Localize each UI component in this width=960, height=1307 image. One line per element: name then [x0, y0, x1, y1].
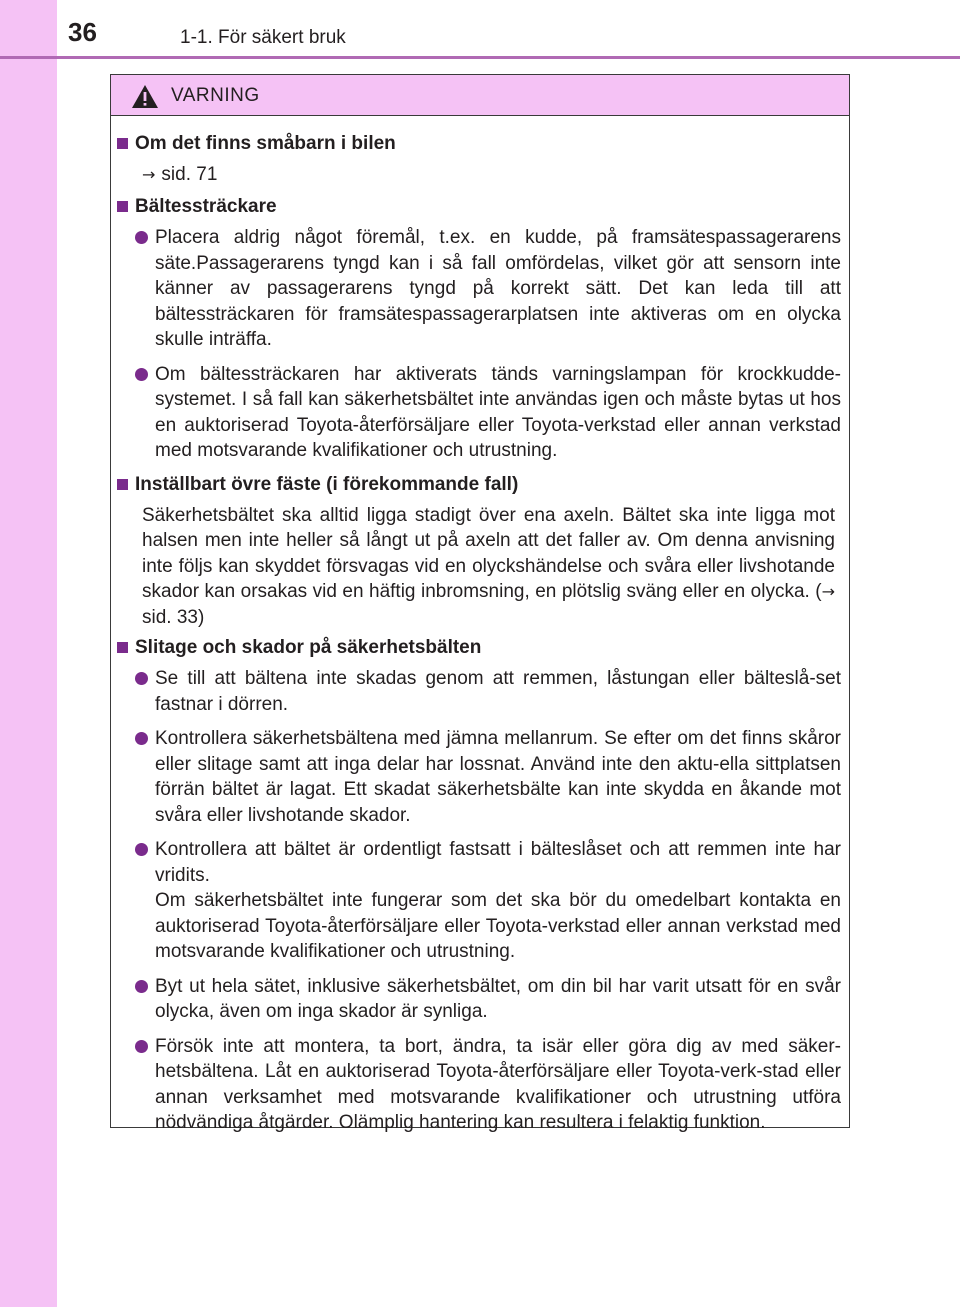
section-paragraph	[142, 503, 835, 631]
list-item-text: Byt ut hela sätet, inklusive säkerhetsbältet, om din bil har varit utsatt för en svår olycka, även om inga skador är synliga.	[155, 975, 841, 1022]
list-item-body	[155, 837, 841, 965]
section-belt-wear	[117, 636, 841, 1136]
round-bullet-icon	[135, 843, 148, 856]
section-title: 1-1. För säkert bruk	[180, 27, 346, 48]
section-heading	[117, 636, 841, 660]
list-item	[135, 1034, 841, 1136]
section-heading-text: Om det finns småbarn i bilen	[135, 133, 396, 154]
round-bullet-icon	[135, 1040, 148, 1053]
section-small-children	[117, 132, 841, 187]
section-heading-text: Bältessträckare	[135, 196, 277, 217]
list-item-text: Placera aldrig något föremål, t.ex. en kudde, på framsätespassagerarens säte.Passagerarens tyngd kan i så fall omfördelas, vilket gör att sensorn inte känner av passagerarens tyngd på korrekt sätt. Det kan leda till att bältessträckaren för framsätespassagerarplatsen inte aktiveras om en olycka skulle inträffa.	[155, 227, 841, 350]
list-item	[135, 726, 841, 828]
list-item-text: Om säkerhetsbältet inte fungerar som det ska bör du omedelbart kontakta en auktoriserad Toyota-återförsäljare eller Toyota-verkstad eller annan verkstad med motsvarande kvalifikationer och utrustning.	[155, 890, 841, 962]
list-item-text: Om bältessträckaren har aktiverats tänds varningslampan för krockkudde-systemet. I så fall kan säkerhetsbältet inte användas igen och måste bytas ut hos en auktoriserad Toyota-återförsäljare eller Toyota-verkstad eller annan verkstad med motsvarande kvalifikationer och utrustning.	[155, 363, 841, 461]
square-bullet-icon	[117, 479, 128, 490]
section-heading	[117, 473, 841, 497]
warning-content	[111, 116, 849, 1136]
square-bullet-icon	[117, 642, 128, 653]
section-belt-tensioner	[117, 195, 841, 464]
list-item-text: Kontrollera att bältet är ordentligt fastsatt i bälteslåset och att remmen inte har vridits.	[155, 839, 841, 886]
list-item-text: Kontrollera säkerhetsbältena med jämna mellanrum. Se efter om det finns skåror eller slitage samt att inga delar har lossnat. Använd inte den aktu-ella sittplatsen förrän bältet är lagat. Ett skadat säkerhetsbälte kan inte skydda en åkande mot svåra eller livshotande skador.	[155, 728, 841, 826]
section-adjustable-anchor	[117, 473, 841, 631]
round-bullet-icon	[135, 980, 148, 993]
right-arrow-icon: →	[821, 582, 835, 601]
round-bullet-icon	[135, 732, 148, 745]
list-item	[135, 666, 841, 717]
paragraph-reference: sid. 33)	[142, 606, 205, 628]
list-item	[135, 362, 841, 464]
warning-box	[110, 74, 850, 1133]
list-item	[135, 225, 841, 353]
list-item-text: Se till att bältena inte skadas genom att remmen, låstungan eller bälteslå-set fastnar i dörren.	[155, 668, 841, 715]
warning-header	[111, 75, 849, 116]
round-bullet-icon	[135, 368, 148, 381]
warning-triangle-icon	[131, 84, 159, 109]
list-item	[135, 974, 841, 1025]
section-heading-text: Slitage och skador på säkerhetsbälten	[135, 637, 482, 658]
section-heading	[117, 132, 841, 156]
page-side-band	[0, 0, 57, 1307]
round-bullet-icon	[135, 231, 148, 244]
page-reference	[142, 162, 841, 187]
square-bullet-icon	[117, 138, 128, 149]
header-rule	[0, 56, 960, 59]
paragraph-text: Säkerhetsbältet ska alltid ligga stadigt över ena axeln. Bältet ska inte ligga mot halsen men inte heller så långt ut på axeln att det faller av. Om denna anvisning inte följs kan skyddet försvagas vid en olyckshändelse och svåra eller livshotande skador kan orsakas vid en häftig inbromsning, en plötslig sväng eller en olycka. (	[142, 504, 835, 602]
square-bullet-icon	[117, 201, 128, 212]
list-item	[135, 837, 841, 965]
warning-title: VARNING	[171, 85, 260, 106]
page-number: 36	[68, 17, 97, 47]
list-item-text: Försök inte att montera, ta bort, ändra, ta isär eller göra dig av med säker-hetsbältena. Låt en auktoriserad Toyota-återförsäljare eller Toyota-verk-stad eller annan verksamhet med motsvarande kvalifikationer och utrustning utföra nödvändiga åtgärder. Olämplig hantering kan resultera i felaktig funktion.	[155, 1035, 841, 1133]
page-reference-text: sid. 71	[161, 164, 218, 185]
right-arrow-icon: →	[142, 165, 156, 184]
round-bullet-icon	[135, 672, 148, 685]
section-heading	[117, 195, 841, 219]
section-heading-text: Inställbart övre fäste (i förekommande fall)	[135, 473, 519, 495]
